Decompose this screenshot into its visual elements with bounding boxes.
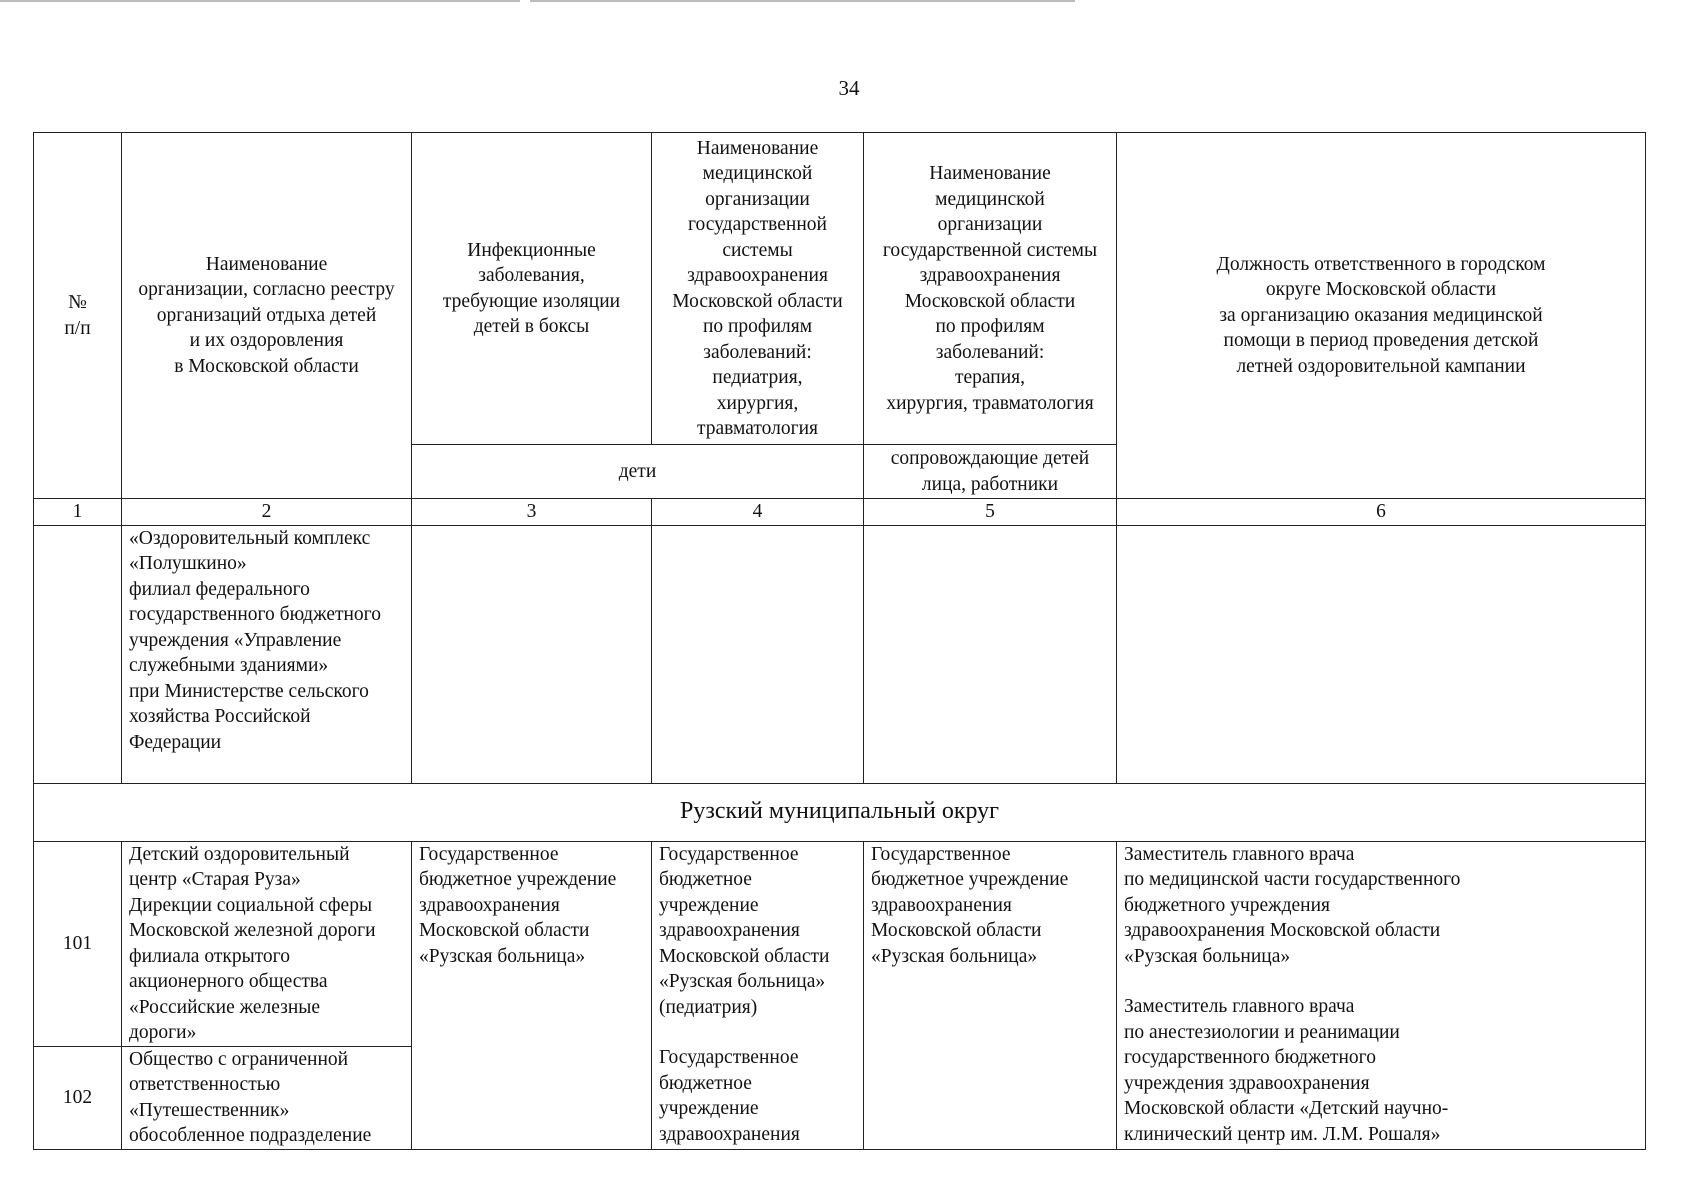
text-line: учреждение	[659, 894, 759, 916]
text-line: педиатрия,	[712, 367, 803, 388]
text-line: бюджетное учреждение	[419, 869, 617, 890]
responsible-cell	[1117, 841, 1646, 1149]
text-line: №	[68, 292, 87, 313]
column-number: 2	[122, 499, 412, 526]
text-line	[1124, 969, 1638, 994]
header-col-therapy	[864, 133, 1117, 445]
text-line: бюджетное	[659, 1072, 752, 1094]
text-line: Должность ответственного в городском	[1216, 253, 1546, 275]
empty-cell	[1117, 525, 1646, 783]
text-line: лица, работники	[921, 473, 1059, 495]
header-col-pediatrics	[652, 133, 864, 445]
column-numbers-row	[34, 499, 1646, 526]
text-line: п/п	[64, 317, 91, 339]
text-line: Заместитель главного врача	[1124, 996, 1355, 1017]
text-line: Государственное	[659, 843, 799, 865]
text-line: при Министерстве сельского	[129, 680, 369, 702]
text-line: учреждения «Управление	[129, 629, 342, 651]
text-line: Наименование	[696, 137, 819, 159]
text-line: «Рузская больница»	[1124, 945, 1291, 967]
text-line: медицинской	[702, 163, 813, 184]
organization-cell	[122, 1046, 412, 1149]
text-line: центр «Старая Руза»	[129, 869, 301, 890]
organization-cell	[122, 841, 412, 1046]
text-line: ответственностью	[129, 1074, 281, 1095]
text-line: акционерного общества	[129, 971, 328, 992]
header-col-number	[34, 133, 122, 499]
row-number: 101	[34, 841, 122, 1046]
text-line: заболеваний:	[935, 341, 1045, 363]
text-line	[659, 1020, 856, 1045]
column-number: 3	[412, 499, 652, 526]
text-line: Московской области	[904, 290, 1076, 312]
text-line: Государственное	[419, 843, 559, 865]
text-line: здравоохранения	[687, 265, 828, 286]
text-line: здравоохранения	[419, 894, 560, 916]
text-line: по профилям	[702, 316, 813, 337]
table-row	[34, 841, 1646, 1046]
text-line: Московской железной дороги	[129, 920, 376, 941]
text-line: помощи в период проведения детской	[1223, 330, 1539, 352]
infections-cell	[412, 841, 652, 1149]
row-number-cell	[34, 525, 122, 783]
text-line: филиала открытого	[129, 945, 290, 967]
text-line: «Рузская больница»	[419, 945, 586, 967]
table-row	[34, 525, 1646, 783]
text-line: медицинской	[935, 188, 1045, 210]
text-line: «Полушкино»	[129, 553, 247, 574]
text-line: «Оздоровительный комплекс	[129, 527, 371, 549]
text-line: заболевания,	[478, 265, 585, 286]
column-number: 6	[1117, 499, 1646, 526]
header-col-infections	[412, 133, 652, 445]
text-line: Наименование	[205, 253, 328, 275]
therapy-cell	[864, 841, 1117, 1149]
text-line: бюджетного учреждения	[1124, 894, 1330, 916]
text-line: государственного бюджетного	[129, 604, 381, 625]
text-line: организации, согласно реестру	[138, 279, 395, 301]
text-line: государственной системы	[882, 239, 1098, 261]
text-line: в Московской области	[174, 355, 359, 377]
empty-cell	[864, 525, 1117, 783]
text-line: «Рузская больница»	[659, 971, 826, 992]
text-line: «Рузская больница»	[871, 945, 1038, 967]
text-line: учреждение	[659, 1098, 759, 1119]
text-line: здравоохранения Московской области	[1124, 920, 1441, 941]
health-organizations-table	[33, 132, 1646, 1150]
text-line: требующие изоляции	[442, 290, 621, 312]
text-line: Общество с ограниченной	[129, 1048, 349, 1070]
text-line: за организацию оказания медицинской	[1219, 304, 1543, 326]
text-line: здравоохранения	[659, 920, 800, 941]
text-line: Московской области	[871, 920, 1042, 941]
empty-cell	[412, 525, 652, 783]
column-number: 1	[34, 499, 122, 526]
text-line: по медицинской части государственного	[1124, 869, 1461, 890]
text-line: Московской области «Детский научно-	[1124, 1098, 1449, 1119]
text-line: хозяйства Российской	[129, 706, 311, 727]
scan-edge-mark	[530, 0, 1075, 2]
text-line: заболеваний:	[703, 341, 812, 363]
row-number: 102	[34, 1046, 122, 1149]
text-line: по анестезиологии и реанимации	[1124, 1021, 1400, 1043]
text-line: Наименование	[929, 163, 1051, 184]
text-line: Московской области	[659, 945, 830, 967]
text-line: бюджетное учреждение	[871, 869, 1069, 890]
text-line: Детский оздоровительный	[129, 843, 350, 865]
text-line: Дирекции социальной сферы	[129, 894, 373, 916]
text-line: хирургия,	[716, 392, 799, 414]
text-line: бюджетное	[659, 869, 752, 890]
text-line: государственного бюджетного	[1124, 1047, 1376, 1068]
text-line: по профилям	[935, 316, 1045, 337]
text-line: филиал федерального	[129, 578, 310, 600]
text-line: Московской области	[672, 290, 843, 312]
column-number: 4	[652, 499, 864, 526]
text-line: Государственное	[871, 843, 1011, 865]
header-col-responsible	[1117, 133, 1646, 499]
column-number: 5	[864, 499, 1117, 526]
text-line: хирургия, травматология	[886, 392, 1094, 414]
sub-header-children: дети	[412, 445, 864, 499]
text-line: организации	[705, 188, 810, 210]
text-line: системы	[722, 239, 793, 261]
text-line: здравоохранения	[919, 265, 1061, 286]
text-line: и их оздоровления	[189, 330, 344, 352]
sub-header-adults	[864, 445, 1117, 499]
text-line: летней оздоровительной кампании	[1236, 355, 1526, 377]
text-line: «Путешественник»	[129, 1099, 290, 1121]
text-line: Государственное	[659, 1047, 799, 1068]
header-row	[34, 133, 1646, 445]
text-line: сопровождающие детей	[890, 448, 1090, 469]
section-title: Рузский муниципальный округ	[34, 783, 1646, 841]
text-line: служебными зданиями»	[129, 655, 329, 676]
text-line: обособленное подразделение	[129, 1125, 372, 1146]
page-number: 34	[838, 76, 860, 100]
text-line: Московской области	[419, 920, 590, 941]
text-line: Инфекционные	[467, 239, 596, 261]
text-line: государственной	[688, 214, 827, 235]
text-line: Федерации	[129, 731, 222, 753]
text-line: здравоохранения	[659, 1123, 800, 1145]
section-row	[34, 783, 1646, 841]
pediatrics-cell	[652, 841, 864, 1149]
text-line: учреждения здравоохранения	[1124, 1072, 1370, 1094]
text-line: организаций отдыха детей	[156, 304, 377, 326]
text-line: «Российские железные	[129, 996, 321, 1018]
text-line: травматология	[696, 418, 819, 439]
header-col-organization	[122, 133, 412, 499]
text-line: клинический центр им. Л.М. Рошаля»	[1124, 1123, 1441, 1145]
text-line: организации	[937, 214, 1043, 235]
organization-cell	[122, 525, 412, 783]
empty-cell	[652, 525, 864, 783]
text-line: терапия,	[954, 367, 1026, 388]
text-line: Заместитель главного врача	[1124, 843, 1355, 865]
text-line: округе Московской области	[1265, 279, 1497, 301]
text-line: здравоохранения	[871, 894, 1012, 916]
text-line: детей в боксы	[473, 316, 590, 337]
text-line: дороги»	[129, 1022, 197, 1043]
scan-edge-mark	[0, 0, 520, 2]
text-line: (педиатрия)	[659, 996, 758, 1018]
